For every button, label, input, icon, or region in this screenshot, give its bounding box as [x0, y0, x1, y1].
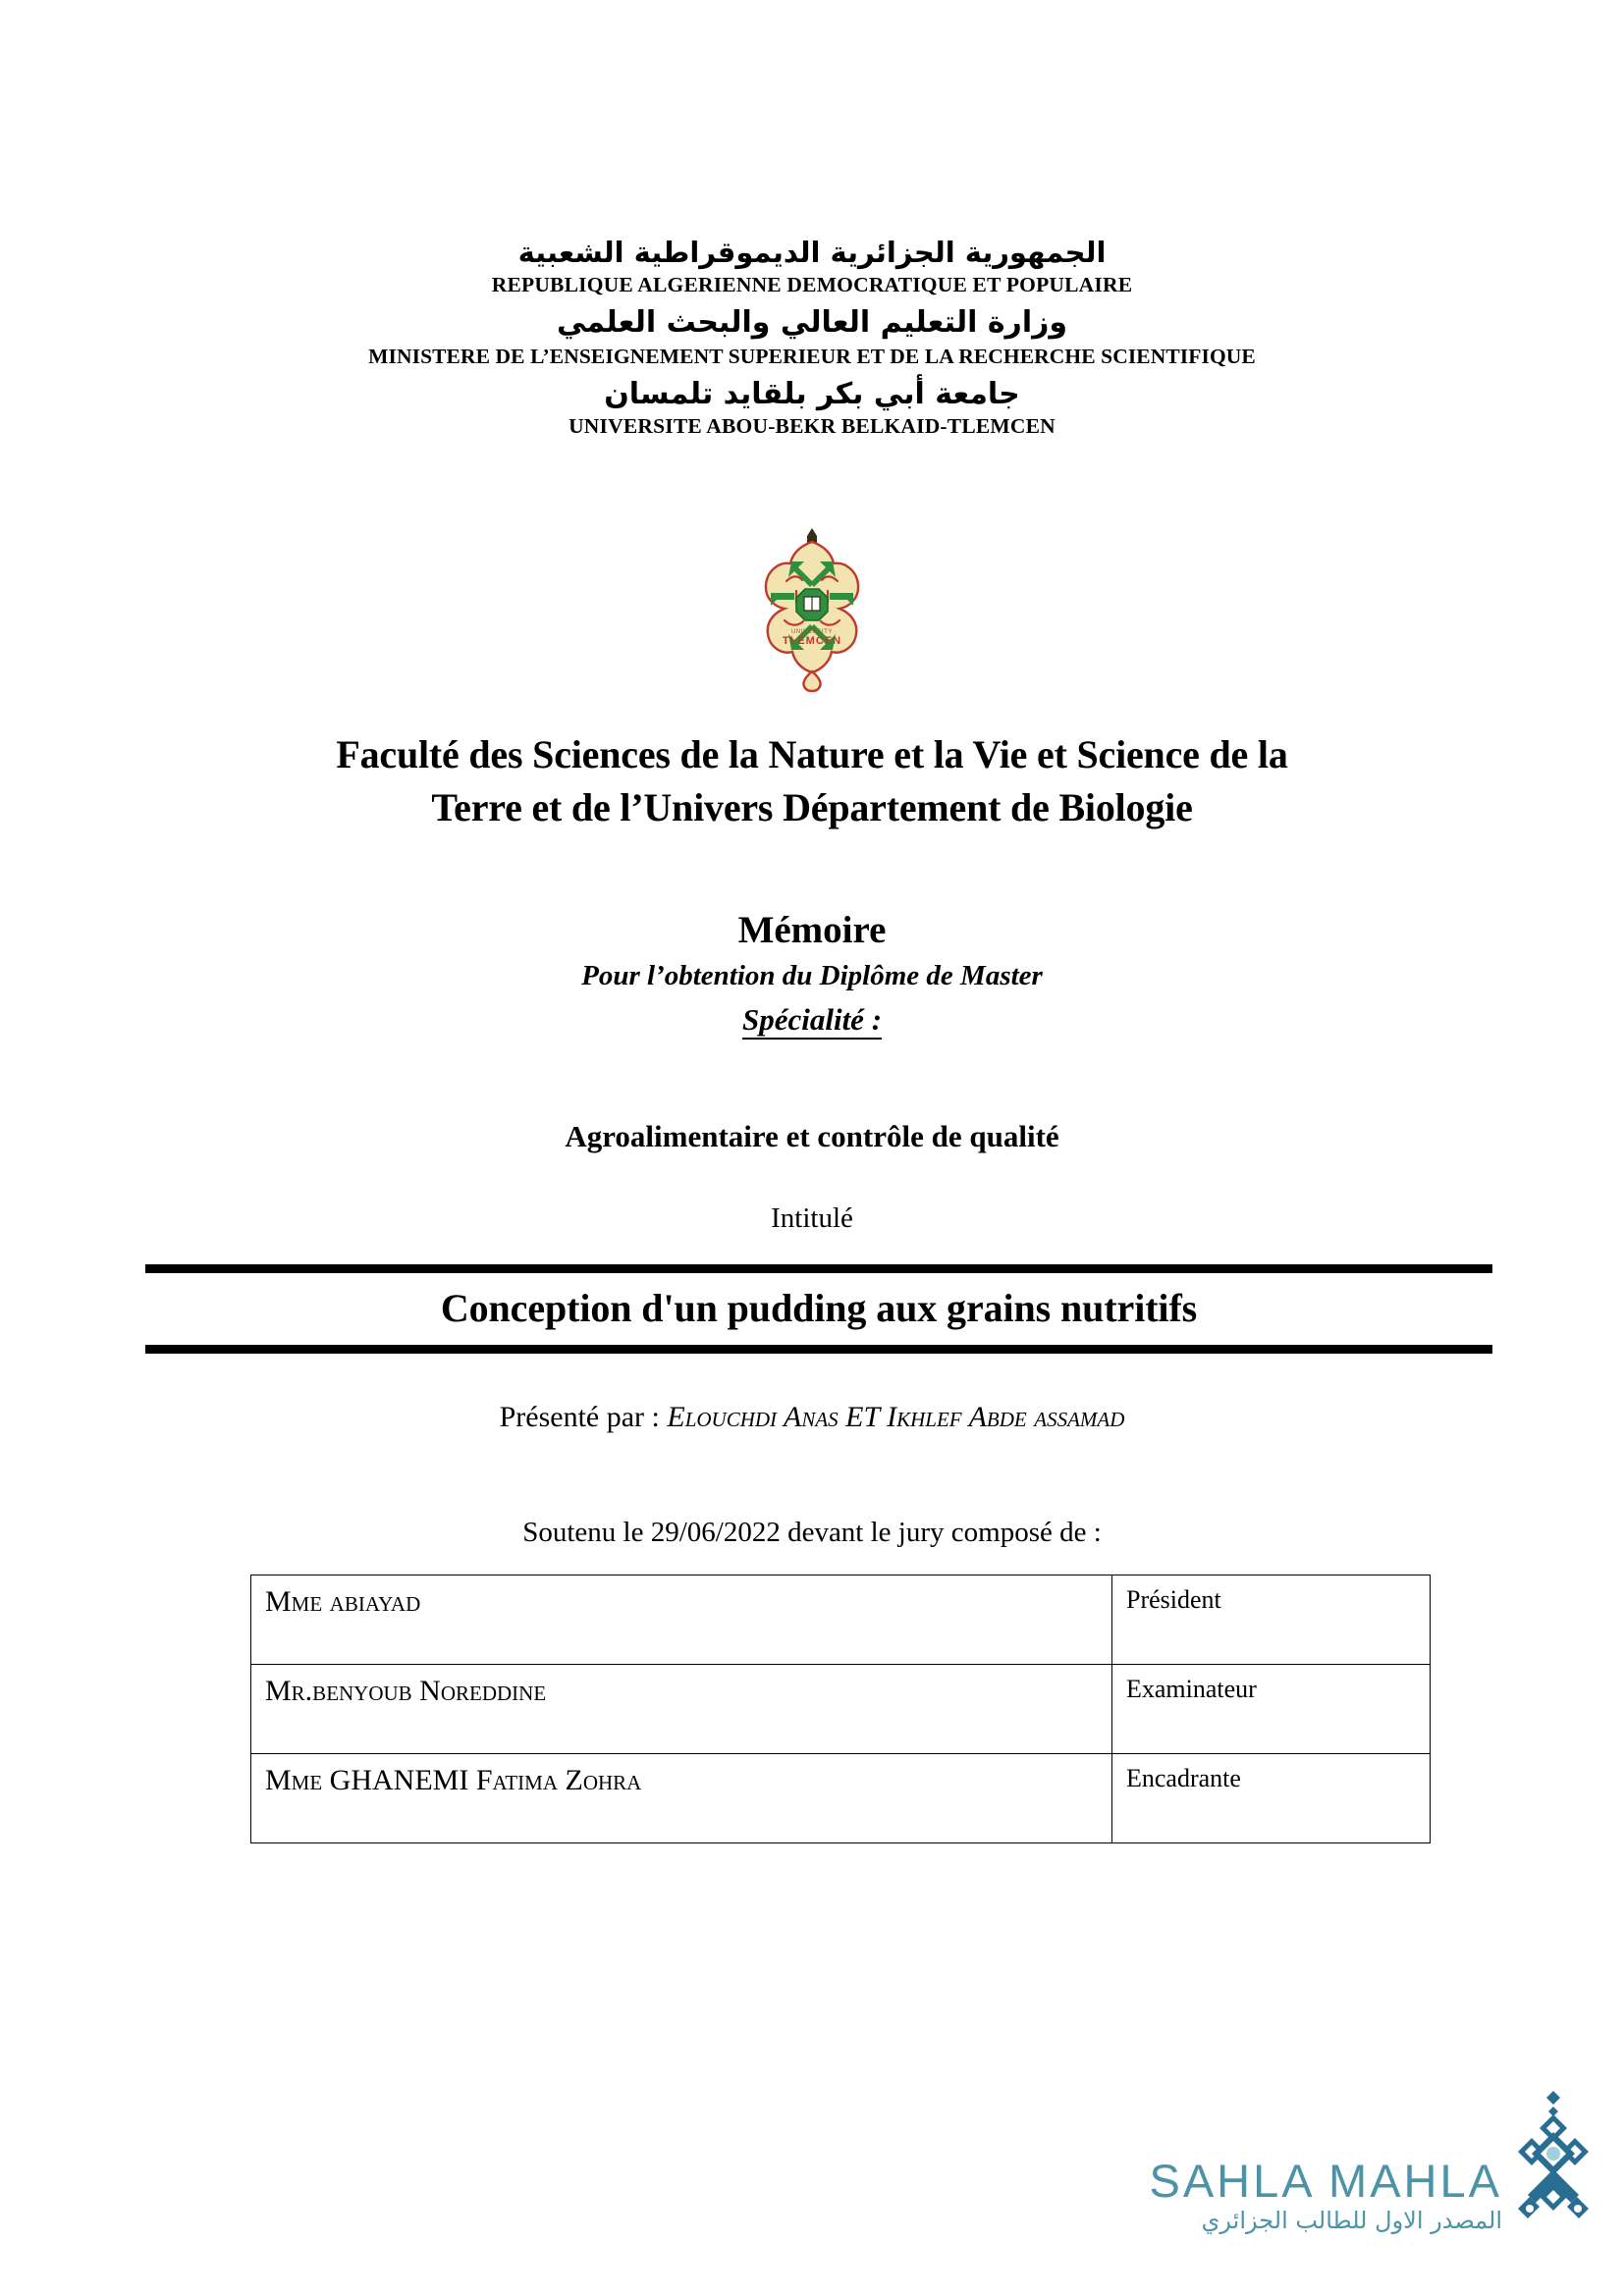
- jury-table: [250, 1575, 1431, 1843]
- memoire-heading: Mémoire: [737, 909, 887, 951]
- watermark-title: SAHLA MAHLA: [1149, 2154, 1502, 2207]
- author-name-1: Elouchdi Anas: [667, 1401, 839, 1433]
- header-french-university: UNIVERSITE ABOU-BEKR BELKAID-TLEMCEN: [568, 414, 1056, 438]
- university-crest-container: [0, 524, 1624, 701]
- svg-text:TLEMCEN: TLEMCEN: [782, 635, 842, 647]
- author-name-2: Ikhlef Abde assamad: [887, 1401, 1125, 1433]
- watermark-subtitle: المصدر الاول للطالب الجزائري: [1201, 2206, 1502, 2234]
- table-row: [251, 1665, 1431, 1754]
- header-french-republic: REPUBLIQUE ALGERIENNE DEMOCRATIQUE ET POPULAIRE: [491, 273, 1133, 297]
- faculty-title-line1: Faculté des Sciences de la Nature et la Vie et Science de la: [336, 732, 1288, 776]
- jury-member-name: Mme GHANEMI Fatima Zohra: [251, 1754, 1112, 1843]
- faculty-title: [177, 728, 1447, 834]
- berber-diamond-logo-icon: [1506, 2089, 1600, 2231]
- table-row: [251, 1754, 1431, 1843]
- thesis-title: Conception d'un pudding aux grains nutritifs: [440, 1286, 1198, 1330]
- memoire-purpose: Pour l’obtention du Diplôme de Master: [581, 960, 1043, 991]
- specialty-label-wrap: [0, 1002, 1624, 1038]
- header-arabic-university: جامعة أبي بكر بلقايد تلمسان: [604, 376, 1020, 411]
- title-rule-bottom: [145, 1345, 1492, 1354]
- specialty-label: Spécialité :: [742, 1002, 882, 1040]
- jury-member-name: Mr.benyoub Noreddine: [251, 1665, 1112, 1754]
- header-french-ministry: MINISTERE DE L’ENSEIGNEMENT SUPERIEUR ET DE LA RECHERCHE SCIENTIFIQUE: [368, 344, 1256, 368]
- institution-header: [0, 236, 1624, 447]
- defense-date-line: Soutenu le 29/06/2022 devant le jury composé de :: [522, 1517, 1102, 1548]
- watermark: [1139, 2089, 1600, 2236]
- authors-prefix: Présenté par :: [499, 1401, 668, 1433]
- university-crest-icon: [759, 524, 865, 698]
- table-row: [251, 1575, 1431, 1665]
- header-arabic-republic: الجمهورية الجزائرية الديموقراطية الشعبية: [517, 236, 1107, 269]
- jury-member-role: Encadrante: [1112, 1754, 1431, 1843]
- authors-conjunction: ET: [838, 1401, 888, 1433]
- jury-member-role: Examinateur: [1112, 1665, 1431, 1754]
- intitule-label: Intitulé: [771, 1202, 853, 1234]
- header-arabic-ministry: وزارة التعليم العالي والبحث العلمي: [556, 305, 1068, 341]
- thesis-title-block: [145, 1264, 1492, 1354]
- memoire-block: [0, 908, 1624, 1038]
- jury-member-name: Mme abiayad: [251, 1575, 1112, 1665]
- faculty-title-line2: Terre et de l’Univers Département de Biologie: [431, 785, 1193, 829]
- jury-member-role: Président: [1112, 1575, 1431, 1665]
- svg-text:UNIVERSITY: UNIVERSITY: [790, 629, 834, 635]
- specialty-value: Agroalimentaire et contrôle de qualité: [565, 1119, 1059, 1153]
- authors-line: [0, 1401, 1624, 1434]
- title-rule-top: [145, 1264, 1492, 1273]
